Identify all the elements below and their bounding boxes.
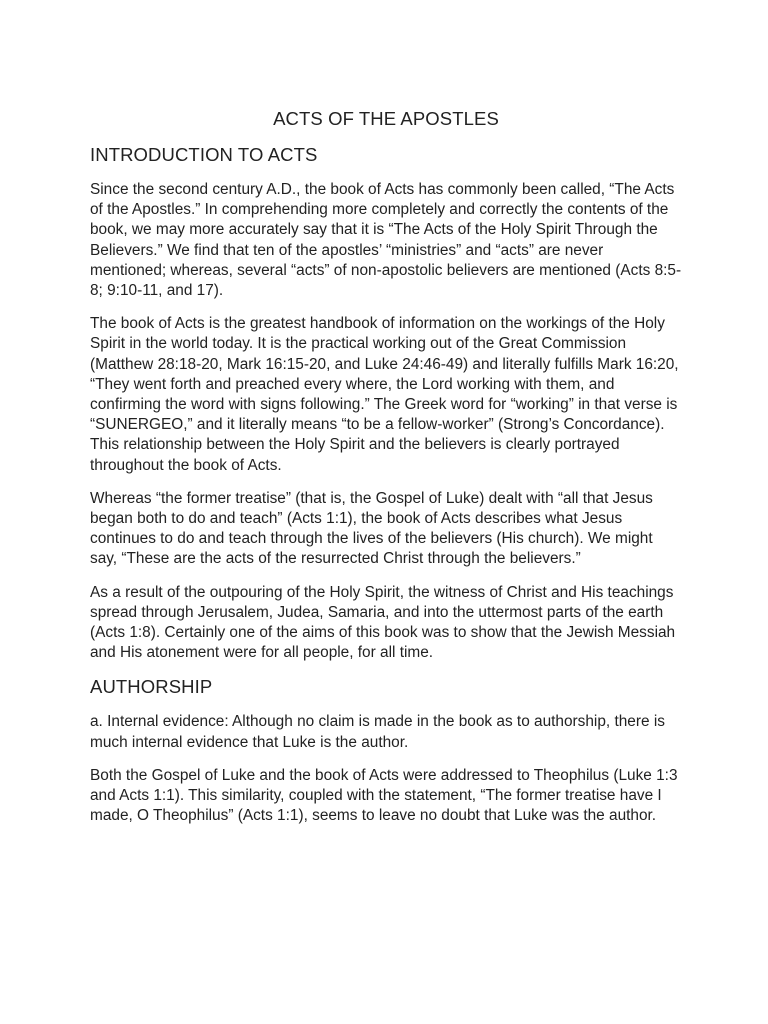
section-heading-authorship: AUTHORSHIP	[90, 676, 213, 698]
document-title: ACTS OF THE APOSTLES	[273, 108, 499, 129]
document-page	[90, 108, 682, 839]
paragraph: a. Internal evidence: Although no claim is made in the book as to authorship, there is much internal evidence that Luke is the author.	[90, 713, 665, 751]
paragraph: As a result of the outpouring of the Holy Spirit, the witness of Christ and His teachings spread through Jerusalem, Judea, Samaria, and into the uttermost parts of the earth (Acts 1:8). Certainly one of the aims of this book was to show that the Jewish Messiah and His atonement were for all people, for all time.	[90, 583, 676, 662]
paragraph: Since the second century A.D., the book of Acts has commonly been called, “The Acts of the Apostles.” In comprehending more completely and correctly the contents of the book, we may more accurately say that it is “The Acts of the Holy Spirit Through the Believers.” We find that ten of the apostles’ “ministries” and “acts” are never mentioned; whereas, several “acts” of non-apostolic believers are mentioned (Acts 8:5-8; 9:10-11, and 17).	[90, 181, 682, 300]
paragraph: The book of Acts is the greatest handbook of information on the workings of the Holy Spirit in the world today. It is the practical working out of the Great Commission (Matthew 28:18-20, Mark 16:15-20, and Luke 24:46-49) and literally fulfills Mark 16:20, “They went forth and preached every where, the Lord working with them, and confirming the word with signs following.” The Greek word for “working” in that verse is “SUNERGEO,” and it literally means “to be a fellow-worker” (Strong’s Concordance). This relationship between the Holy Spirit and the believers is clearly portrayed throughout the book of Acts.	[90, 315, 679, 474]
paragraph: Both the Gospel of Luke and the book of Acts were addressed to Theophilus (Luke 1:3 and Acts 1:1). This similarity, coupled with the statement, “The former treatise have I made, O Theophilus” (Acts 1:1), seems to leave no doubt that Luke was the author.	[90, 766, 678, 825]
paragraph: Whereas “the former treatise” (that is, the Gospel of Luke) dealt with “all that Jesus began both to do and teach” (Acts 1:1), the book of Acts describes what Jesus continues to do and teach through the lives of the believers (His church). We might say, “These are the acts of the resurrected Christ through the believers.”	[90, 489, 653, 568]
section-heading-introduction: INTRODUCTION TO ACTS	[90, 144, 318, 165]
